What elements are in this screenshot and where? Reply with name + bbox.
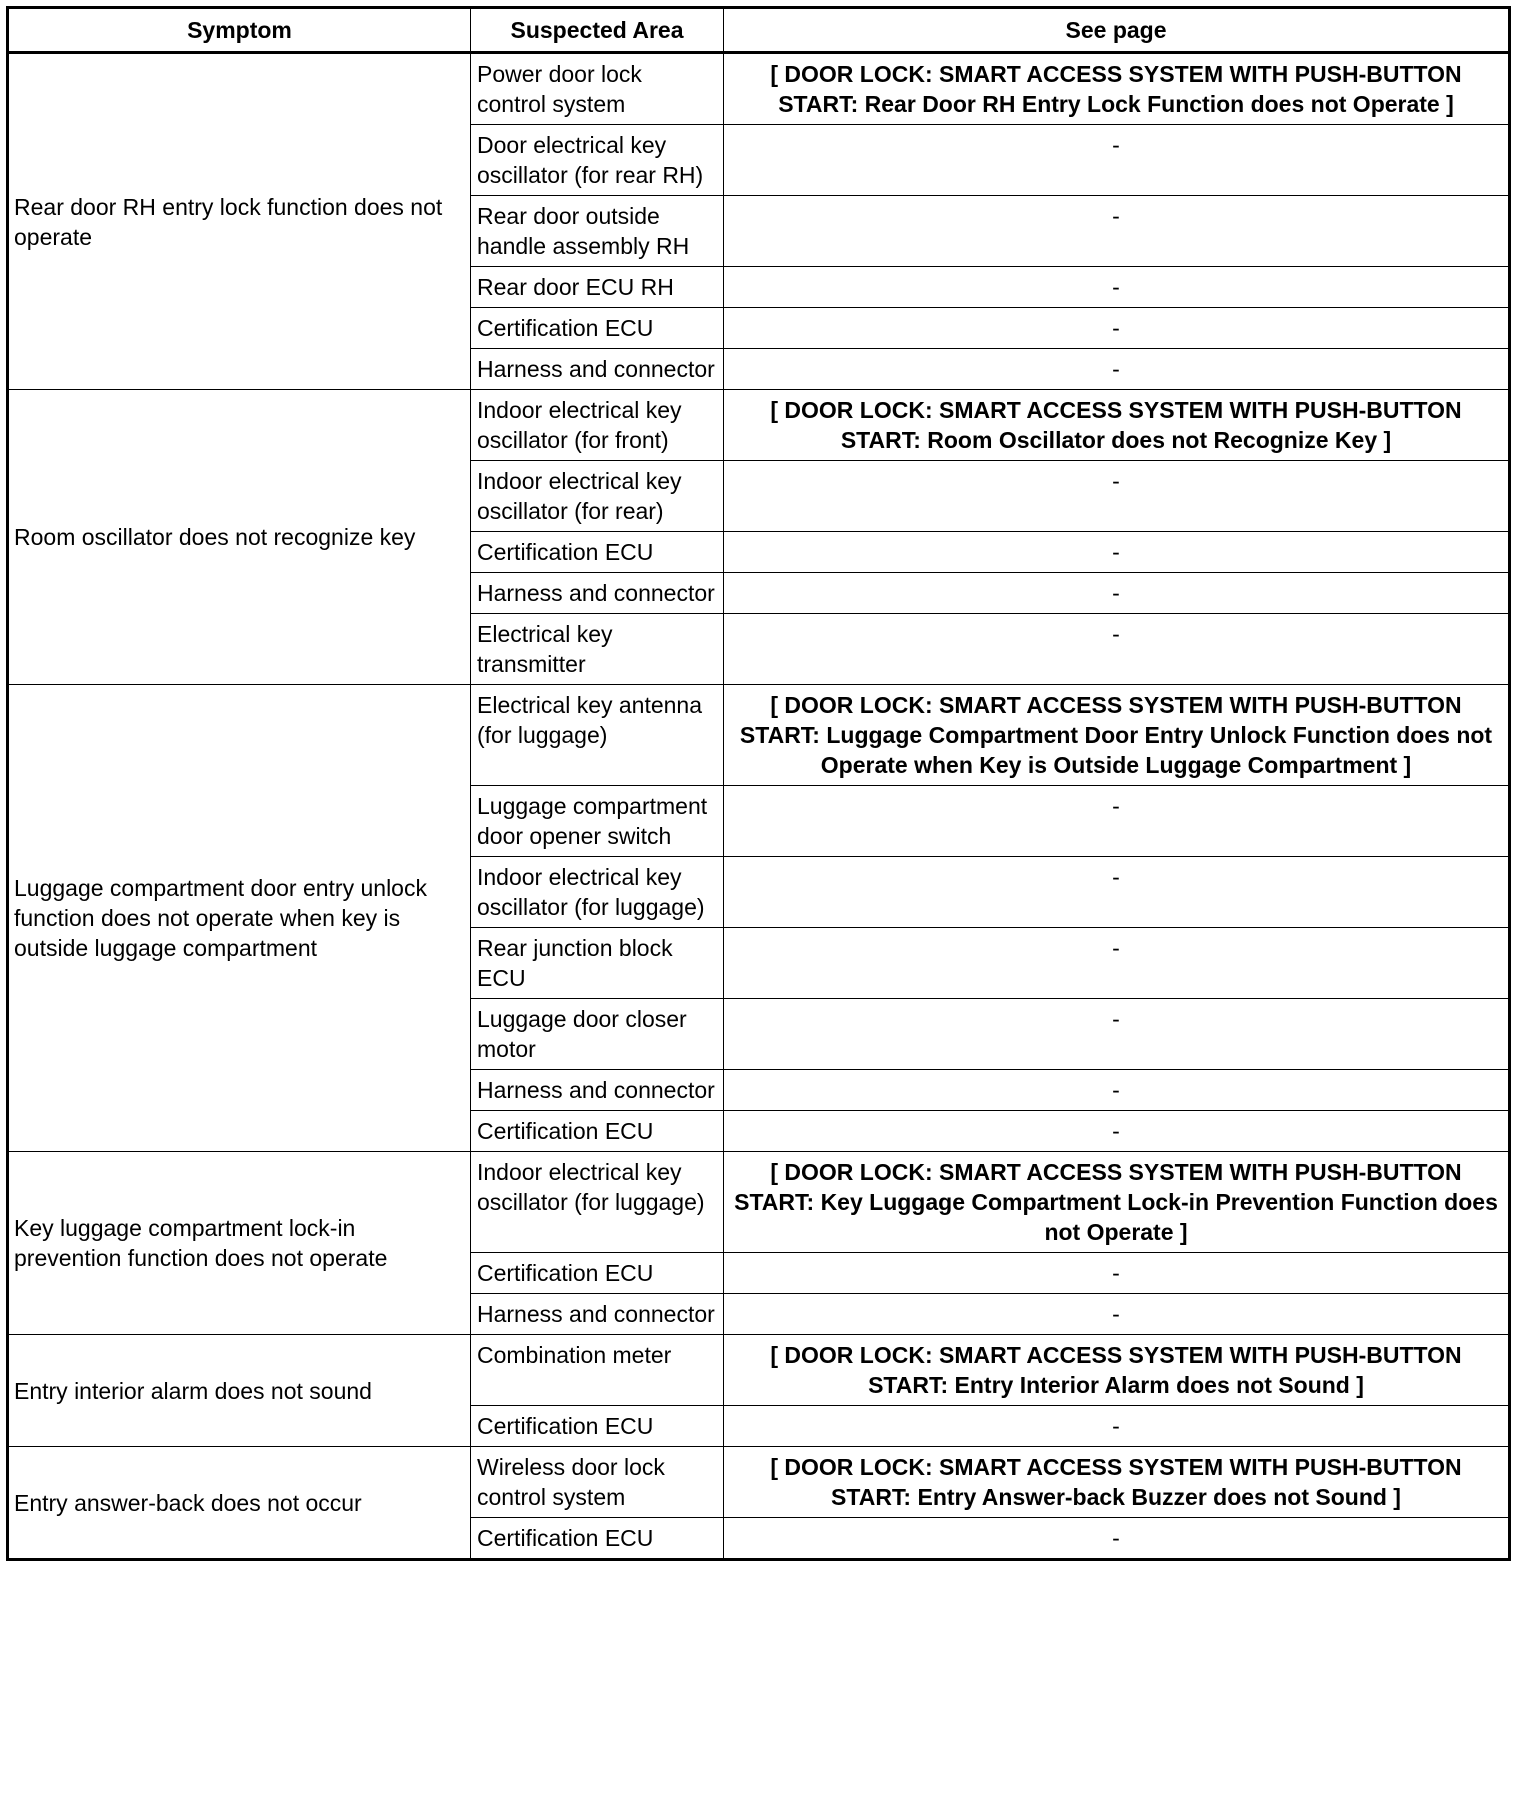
- suspected-area-cell: Luggage door closer motor: [471, 999, 724, 1070]
- suspected-area-cell: Indoor electrical key oscillator (for luggage): [471, 1152, 724, 1253]
- see-page-cell: -: [724, 857, 1510, 928]
- suspected-area-cell: Indoor electrical key oscillator (for rear): [471, 461, 724, 532]
- see-page-cell: -: [724, 999, 1510, 1070]
- suspected-area-cell: Electrical key transmitter: [471, 614, 724, 685]
- see-page-cell: -: [724, 349, 1510, 390]
- see-page-link[interactable]: [ DOOR LOCK: SMART ACCESS SYSTEM WITH PUSH-BUTTON START: Entry Interior Alarm does not Sound ]: [724, 1335, 1510, 1406]
- suspected-area-cell: Rear door outside handle assembly RH: [471, 196, 724, 267]
- see-page-cell: -: [724, 267, 1510, 308]
- see-page-cell: -: [724, 1406, 1510, 1447]
- see-page-link[interactable]: [ DOOR LOCK: SMART ACCESS SYSTEM WITH PUSH-BUTTON START: Room Oscillator does not Recognize Key ]: [724, 390, 1510, 461]
- suspected-area-cell: Certification ECU: [471, 308, 724, 349]
- see-page-cell: -: [724, 1253, 1510, 1294]
- suspected-area-cell: Luggage compartment door opener switch: [471, 786, 724, 857]
- suspected-area-cell: Indoor electrical key oscillator (for front): [471, 390, 724, 461]
- symptom-cell: Entry interior alarm does not sound: [8, 1335, 471, 1447]
- symptom-cell: Entry answer-back does not occur: [8, 1447, 471, 1560]
- table-row: [8, 685, 1510, 786]
- suspected-area-cell: Harness and connector: [471, 1070, 724, 1111]
- suspected-area-cell: Power door lock control system: [471, 53, 724, 125]
- table-body: [8, 53, 1510, 1560]
- symptom-cell: Room oscillator does not recognize key: [8, 390, 471, 685]
- see-page-cell: -: [724, 1111, 1510, 1152]
- see-page-cell: -: [724, 308, 1510, 349]
- see-page-cell: -: [724, 573, 1510, 614]
- symptom-cell: Luggage compartment door entry unlock function does not operate when key is outside luggage compartment: [8, 685, 471, 1152]
- suspected-area-cell: Rear junction block ECU: [471, 928, 724, 999]
- table-row: [8, 1447, 1510, 1518]
- table-row: [8, 1152, 1510, 1253]
- see-page-cell: -: [724, 1294, 1510, 1335]
- header-suspected-area: Suspected Area: [471, 8, 724, 53]
- see-page-link[interactable]: [ DOOR LOCK: SMART ACCESS SYSTEM WITH PUSH-BUTTON START: Key Luggage Compartment Lock-in Prevention Function does not Operate ]: [724, 1152, 1510, 1253]
- suspected-area-cell: Harness and connector: [471, 573, 724, 614]
- suspected-area-cell: Harness and connector: [471, 349, 724, 390]
- suspected-area-cell: Wireless door lock control system: [471, 1447, 724, 1518]
- suspected-area-cell: Harness and connector: [471, 1294, 724, 1335]
- suspected-area-cell: Certification ECU: [471, 1406, 724, 1447]
- header-row: [8, 8, 1510, 53]
- see-page-link[interactable]: [ DOOR LOCK: SMART ACCESS SYSTEM WITH PUSH-BUTTON START: Entry Answer-back Buzzer does not Sound ]: [724, 1447, 1510, 1518]
- see-page-link[interactable]: [ DOOR LOCK: SMART ACCESS SYSTEM WITH PUSH-BUTTON START: Rear Door RH Entry Lock Function does not Operate ]: [724, 53, 1510, 125]
- header-symptom: Symptom: [8, 8, 471, 53]
- see-page-link[interactable]: [ DOOR LOCK: SMART ACCESS SYSTEM WITH PUSH-BUTTON START: Luggage Compartment Door Entry Unlock Function does not Operate when Key is Outside Luggage Compartment ]: [724, 685, 1510, 786]
- suspected-area-cell: Certification ECU: [471, 1518, 724, 1560]
- see-page-cell: -: [724, 1518, 1510, 1560]
- suspected-area-cell: Certification ECU: [471, 1253, 724, 1294]
- table-row: [8, 390, 1510, 461]
- see-page-cell: -: [724, 532, 1510, 573]
- table-row: [8, 1335, 1510, 1406]
- suspected-area-cell: Combination meter: [471, 1335, 724, 1406]
- suspected-area-cell: Electrical key antenna (for luggage): [471, 685, 724, 786]
- suspected-area-cell: Indoor electrical key oscillator (for luggage): [471, 857, 724, 928]
- see-page-cell: -: [724, 461, 1510, 532]
- table-row: [8, 53, 1510, 125]
- see-page-cell: -: [724, 125, 1510, 196]
- suspected-area-cell: Rear door ECU RH: [471, 267, 724, 308]
- see-page-cell: -: [724, 614, 1510, 685]
- suspected-area-cell: Certification ECU: [471, 532, 724, 573]
- see-page-cell: -: [724, 1070, 1510, 1111]
- see-page-cell: -: [724, 196, 1510, 267]
- symptom-cell: Rear door RH entry lock function does not operate: [8, 53, 471, 390]
- see-page-cell: -: [724, 928, 1510, 999]
- symptom-cell: Key luggage compartment lock-in prevention function does not operate: [8, 1152, 471, 1335]
- header-see-page: See page: [724, 8, 1510, 53]
- symptom-table: [6, 6, 1511, 1561]
- see-page-cell: -: [724, 786, 1510, 857]
- suspected-area-cell: Door electrical key oscillator (for rear RH): [471, 125, 724, 196]
- suspected-area-cell: Certification ECU: [471, 1111, 724, 1152]
